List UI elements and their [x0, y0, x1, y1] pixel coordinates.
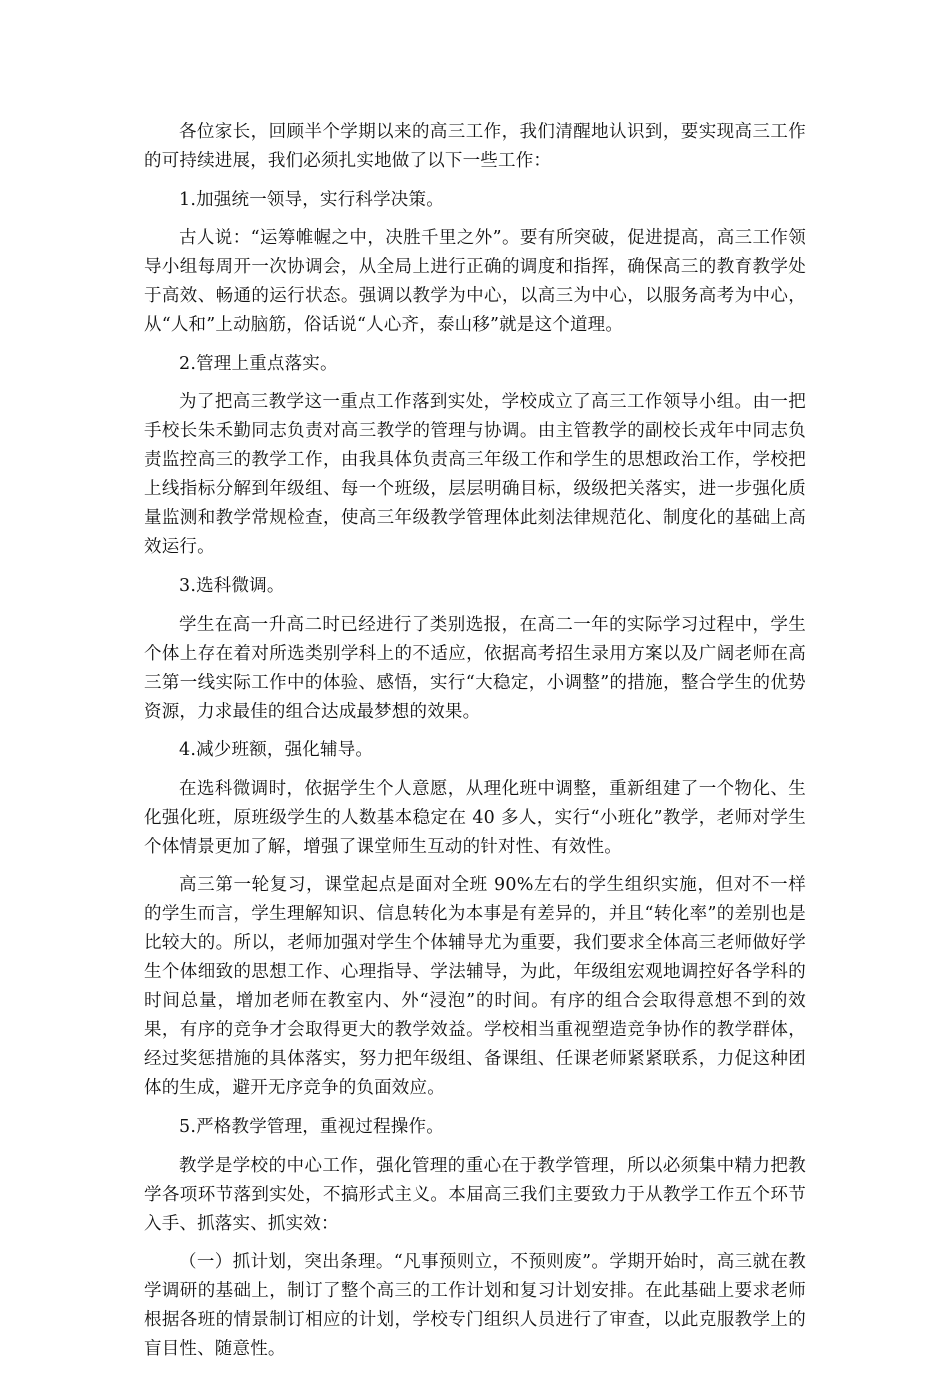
body-paragraph: 古人说：“运筹帷幄之中，决胜千里之外”。要有所突破，促进提高，高三工作领导小组每周开一次协调会，从全局上进行正确的调度和指挥，确保高三的教育教学处于高效、畅通的运行状态。强调以教学为中心，以高三为中心，以服务高考为中心，从“人和”上动脑筋，俗话说“人心齐，泰山移”就是这个道理。 — [144, 228, 806, 336]
section-heading-1: 1.加强统一领导，实行科学决策。 — [179, 189, 444, 210]
intro-paragraph: 各位家长，回顾半个学期以来的高三工作，我们清醒地认识到，要实现高三工作的可持续进展，我们必须扎实地做了以下一些工作： — [144, 122, 806, 171]
section-heading-5: 5.严格教学管理，重视过程操作。 — [179, 1116, 444, 1137]
section-heading-3: 3.选科微调。 — [179, 575, 285, 596]
body-paragraph: （一）抓计划，突出条理。“凡事预则立，不预则废”。学期开始时，高三就在教学调研的基础上，制订了整个高三的工作计划和复习计划安排。在此基础上要求老师根据各班的情景制订相应的计划，学校专门组织人员进行了审查，以此克服教学上的盲目性、随意性。 — [144, 1252, 806, 1360]
body-paragraph: 学生在高一升高二时已经进行了类别选报，在高二一年的实际学习过程中，学生个体上存在着对所选类别学科上的不适应，依据高考招生录用方案以及广阔老师在高三第一线实际工作中的体验、感悟，实行“大稳定，小调整”的措施，整合学生的优势资源，力求最佳的组合达成最梦想的效果。 — [144, 614, 806, 722]
section-heading-4: 4.减少班额，强化辅导。 — [179, 740, 374, 761]
body-paragraph: 教学是学校的中心工作，强化管理的重心在于教学管理，所以必须集中精力把教学各项环节落到实处，不搞形式主义。本届高三我们主要致力于从教学工作五个环节入手、抓落实、抓实效： — [144, 1155, 806, 1234]
section-heading-2: 2.管理上重点落实。 — [179, 353, 338, 374]
body-paragraph: 为了把高三教学这一重点工作落到实处，学校成立了高三工作领导小组。由一把手校长朱禾勤同志负责对高三教学的管理与协调。由主管教学的副校长戎年中同志负责监控高三的教学工作，由我具体负责高三年级工作和学生的思想政治工作，学校把上线指标分解到年级组、每一个班级，层层明确目标，级级把关落实，进一步强化质量监测和教学常规检查，使高三年级教学管理体此刻法律规范化、制度化的基础上高效运行。 — [144, 392, 806, 558]
body-paragraph: 高三第一轮复习，课堂起点是面对全班 90%左右的学生组织实施，但对不一样的学生而言，学生理解知识、信息转化为本事是有差异的，并且“转化率”的差别也是比较大的。所以，老师加强对学生个体辅导尤为重要，我们要求全体高三老师做好学生个体细致的思想工作、心理指导、学法辅导，为此，年级组宏观地调控好各学科的时间总量，增加老师在教室内、外“浸泡”的时间。有序的组合会取得意想不到的效果，有序的竞争才会取得更大的教学效益。学校相当重视塑造竞争协作的教学群体，经过奖惩措施的具体落实，努力把年级组、备课组、任课老师紧紧联系，力促这种团体的生成，避开无序竞争的负面效应。 — [144, 875, 806, 1099]
document-page — [144, 118, 806, 1374]
body-paragraph: 在选科微调时，依据学生个人意愿，从理化班中调整，重新组建了一个物化、生化强化班，原班级学生的人数基本稳定在 40 多人，实行“小班化”教学，老师对学生个体情景更加了解，增强了课堂师生互动的针对性、有效性。 — [144, 778, 806, 857]
